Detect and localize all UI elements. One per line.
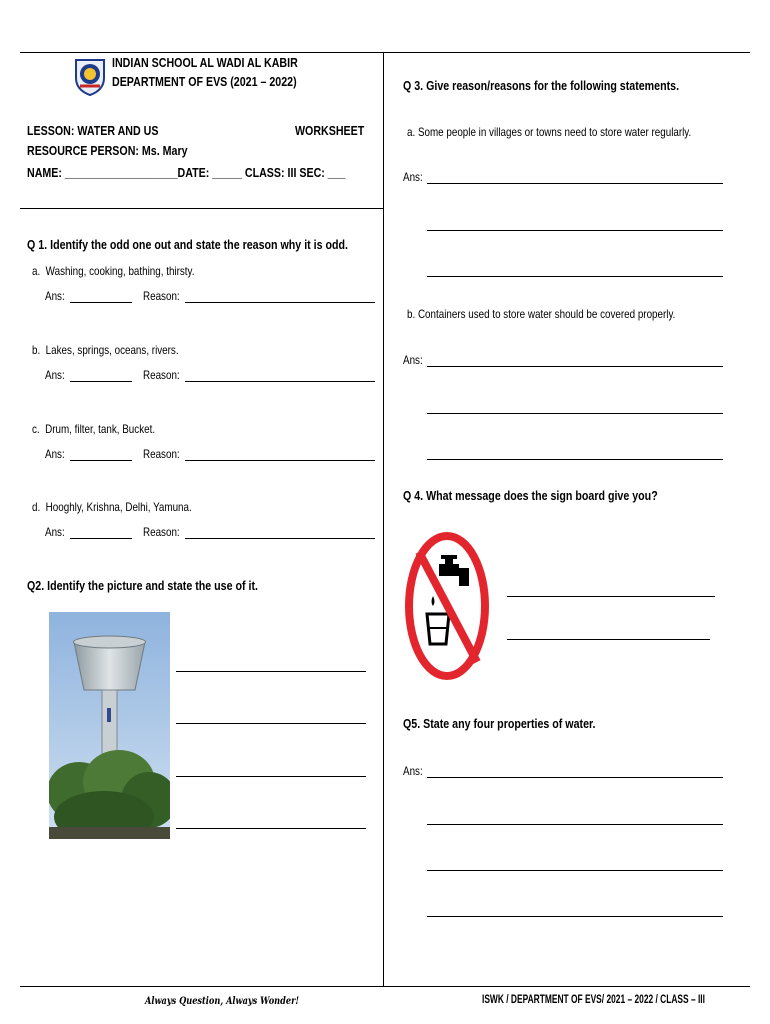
q1-item-c: c. Drum, filter, tank, Bucket. [32,422,156,436]
q3-b-answer-line-1[interactable] [427,366,723,367]
q1-b-reason-label: Reason: [143,368,180,382]
q1-item-b: b. Lakes, springs, oceans, rivers. [32,343,179,357]
q2-answer-line-3[interactable] [176,776,366,777]
q1-c-ans-field[interactable] [70,460,132,461]
q5-answer-line-2[interactable] [427,824,723,825]
header-separator [20,208,383,209]
resource-person: RESOURCE PERSON: Ms. Mary [27,143,188,158]
q3-a-answer-line-1[interactable] [427,183,723,184]
q1-d-ans-field[interactable] [70,538,132,539]
q5-answer-line-3[interactable] [427,870,723,871]
q1-a-ans-field[interactable] [70,302,132,303]
q3-b-answer-line-2[interactable] [427,413,723,414]
q5-ans-label: Ans: [403,764,423,778]
q2-title: Q2. Identify the picture and state the use of it. [27,578,259,593]
q1-c-reason-field[interactable] [185,460,375,461]
water-tower-picture [49,612,170,839]
q3-b-ans-label: Ans: [403,353,423,367]
q1-b-ans-label: Ans: [45,368,65,382]
q5-title: Q5. State any four properties of water. [403,716,596,731]
q1-c-ans-label: Ans: [45,447,65,461]
q3-a-ans-label: Ans: [403,170,423,184]
q4-answer-line-2[interactable] [507,639,710,640]
center-divider [383,52,384,987]
q2-answer-line-1[interactable] [176,671,366,672]
q5-answer-line-4[interactable] [427,916,723,917]
q1-d-reason-field[interactable] [185,538,375,539]
q1-item-a: a. Washing, cooking, bathing, thirsty. [32,264,195,278]
footer-department-info: ISWK / DEPARTMENT OF EVS/ 2021 – 2022 / CLASS – III [482,992,705,1006]
q3-b-answer-line-3[interactable] [427,459,723,460]
q1-a-reason-label: Reason: [143,289,180,303]
q1-c-reason-label: Reason: [143,447,180,461]
q4-answer-line-1[interactable] [507,596,715,597]
q1-d-ans-label: Ans: [45,525,65,539]
q1-b-reason-field[interactable] [185,381,375,382]
q3-title: Q 3. Give reason/reasons for the following statements. [403,78,680,93]
q1-a-reason-field[interactable] [185,302,375,303]
bottom-border [20,986,750,987]
footer-motto: Always Question, Always Wonder! [145,996,300,1007]
q1-d-reason-label: Reason: [143,525,180,539]
department-title: DEPARTMENT OF EVS (2021 – 2022) [112,74,297,89]
q1-item-d: d. Hooghly, Krishna, Delhi, Yamuna. [32,500,192,514]
q4-title: Q 4. What message does the sign board give you? [403,488,658,503]
q2-answer-line-4[interactable] [176,828,366,829]
q3-a-answer-line-3[interactable] [427,276,723,277]
q2-answer-line-2[interactable] [176,723,366,724]
q3-a-answer-line-2[interactable] [427,230,723,231]
q3-statement-a: a. Some people in villages or towns need to store water regularly. [407,125,692,139]
worksheet-label: WORKSHEET [295,123,365,138]
top-border [20,52,750,53]
lesson-label: LESSON: WATER AND US [27,123,159,138]
q1-a-ans-label: Ans: [45,289,65,303]
no-drinking-water-sign [405,530,489,682]
q5-answer-line-1[interactable] [427,777,723,778]
q1-title: Q 1. Identify the odd one out and state the reason why it is odd. [27,237,349,252]
school-name: INDIAN SCHOOL AL WADI AL KABIR [112,55,298,70]
q3-statement-b: b. Containers used to store water should be covered properly. [407,307,676,321]
q1-b-ans-field[interactable] [70,381,132,382]
name-date-class-line: NAME: ___________________DATE: _____ CLASS: III SEC: ___ [27,165,346,180]
school-logo [72,56,108,96]
